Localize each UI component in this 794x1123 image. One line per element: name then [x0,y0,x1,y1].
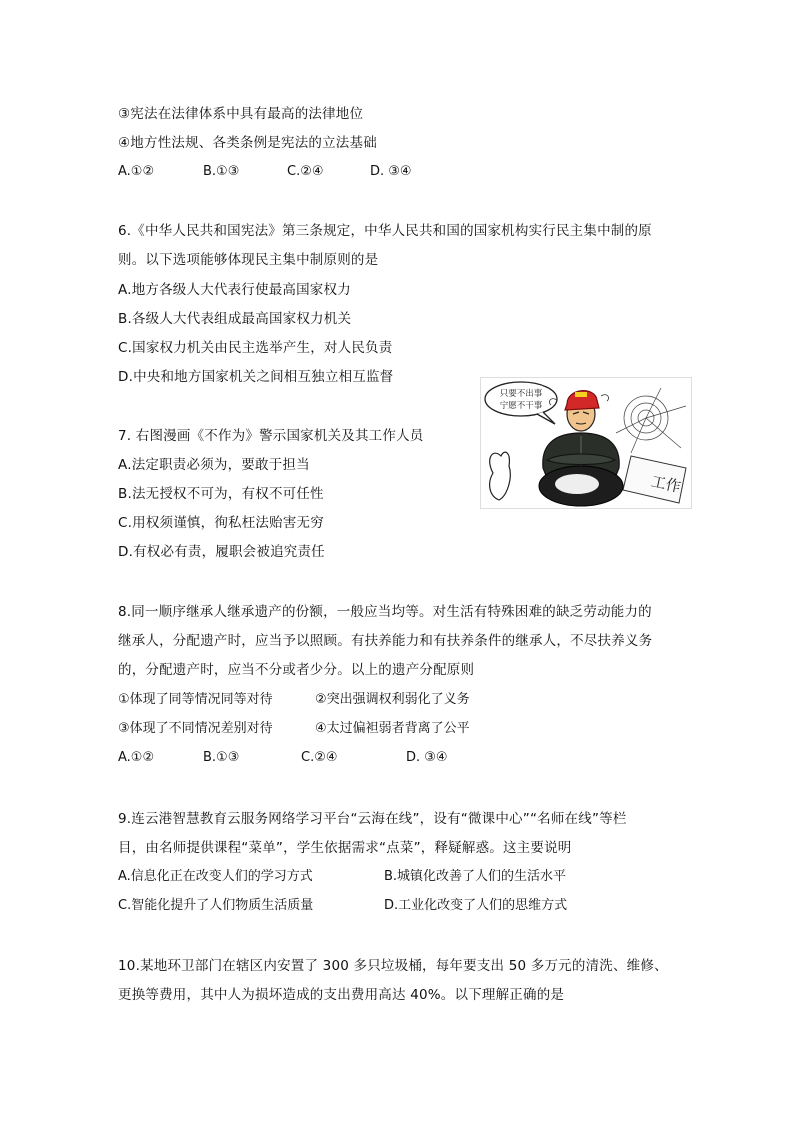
q8-stem-line2: 继承人，分配遗产时，应当予以照顾。有扶养能力和有扶养条件的继承人，不尽扶养义务 [118,633,653,649]
q6-option-b: B.各级人大代表组成最高国家权力机关 [118,311,352,327]
q8-item-2: ②突出强调权利弱化了义务 [315,692,470,707]
q6-stem-line1: 6.《中华人民共和国宪法》第三条规定，中华人民共和国的国家机构实行民主集中制的原 [118,223,652,239]
q7-option-b: B.法无授权不可为，有权不可任性 [118,486,324,502]
q7-option-d: D.有权必有责，履职会被追究责任 [118,544,325,560]
statement-3: ③宪法在法律体系中具有最高的法律地位 [118,106,364,122]
q7-option-a: A.法定职责必须为，要敢于担当 [118,457,310,473]
q8-stem-line1: 8.同一顺序继承人继承遗产的份额，一般应当均等。对生活有特殊困难的缺乏劳动能力的 [118,604,652,620]
q5-option-a: A.①② [118,164,155,179]
work-document-icon [623,456,686,503]
q8-option-d: D. ③④ [406,750,448,765]
q8-stem-line3: 的，分配遗产时，应当不分或者少分。以上的遗产分配原则 [118,662,475,678]
q9-option-d: D.工业化改变了人们的思维方式 [384,898,568,913]
q6-stem-line2: 则。以下选项能够体现民主集中制原则的是 [118,252,379,268]
q9-stem-line1: 9.连云港智慧教育云服务网络学习平台“云海在线”，设有“微课中心”“名师在线”等栏 [118,811,627,827]
q7-stem: 7. 右图漫画《不作为》警示国家机关及其工作人员 [118,428,424,444]
q8-option-b: B.①③ [203,750,240,765]
cartoon-image [480,377,692,509]
q6-option-c: C.国家权力机关由民主选举产生，对人民负责 [118,340,393,356]
statement-4: ④地方性法规、各类条例是宪法的立法基础 [118,135,377,151]
q5-option-b: B.①③ [203,164,240,179]
q6-option-d: D.中央和地方国家机关之间相互独立相互监督 [118,369,394,385]
q9-option-b: B.城镇化改善了人们的生活水平 [384,869,567,884]
q8-item-3: ③体现了不同情况差别对待 [118,721,273,736]
q8-option-c: C.②④ [301,750,338,765]
spider-web-icon [616,388,686,453]
q9-option-a: A.信息化正在改变人们的学习方式 [118,869,313,884]
q5-option-c: C.②④ [287,164,324,179]
bubble-text-1: 只要不出事 [499,389,543,399]
q9-option-c: C.智能化提升了人们物质生活质量 [118,898,314,913]
q6-option-a: A.地方各级人大代表行使最高国家权力 [118,282,351,298]
q7-option-c: C.用权须谨慎，徇私枉法贻害无穷 [118,515,324,531]
q9-stem-line2: 目，由名师提供课程“菜单”，学生依据需求“点菜”，释疑解惑。这主要说明 [118,840,572,856]
q5-option-d: D. ③④ [370,164,412,179]
q8-item-4: ④太过偏袒弱者背离了公平 [315,721,470,736]
paper-text: 工作 [649,472,683,497]
hand-icon [490,452,511,500]
bubble-text-2: 宁愿不干事 [499,401,543,411]
q8-option-a: A.①② [118,750,155,765]
q8-item-1: ①体现了同等情况同等对待 [118,692,273,707]
q10-stem-line2: 更换等费用，其中人为损坏造成的支出费用高达 40%。以下理解正确的是 [118,987,565,1003]
q10-stem-line1: 10.某地环卫部门在辖区内安置了 300 多只垃圾桶，每年要支出 50 多万元的清洗、维修、 [118,958,668,974]
